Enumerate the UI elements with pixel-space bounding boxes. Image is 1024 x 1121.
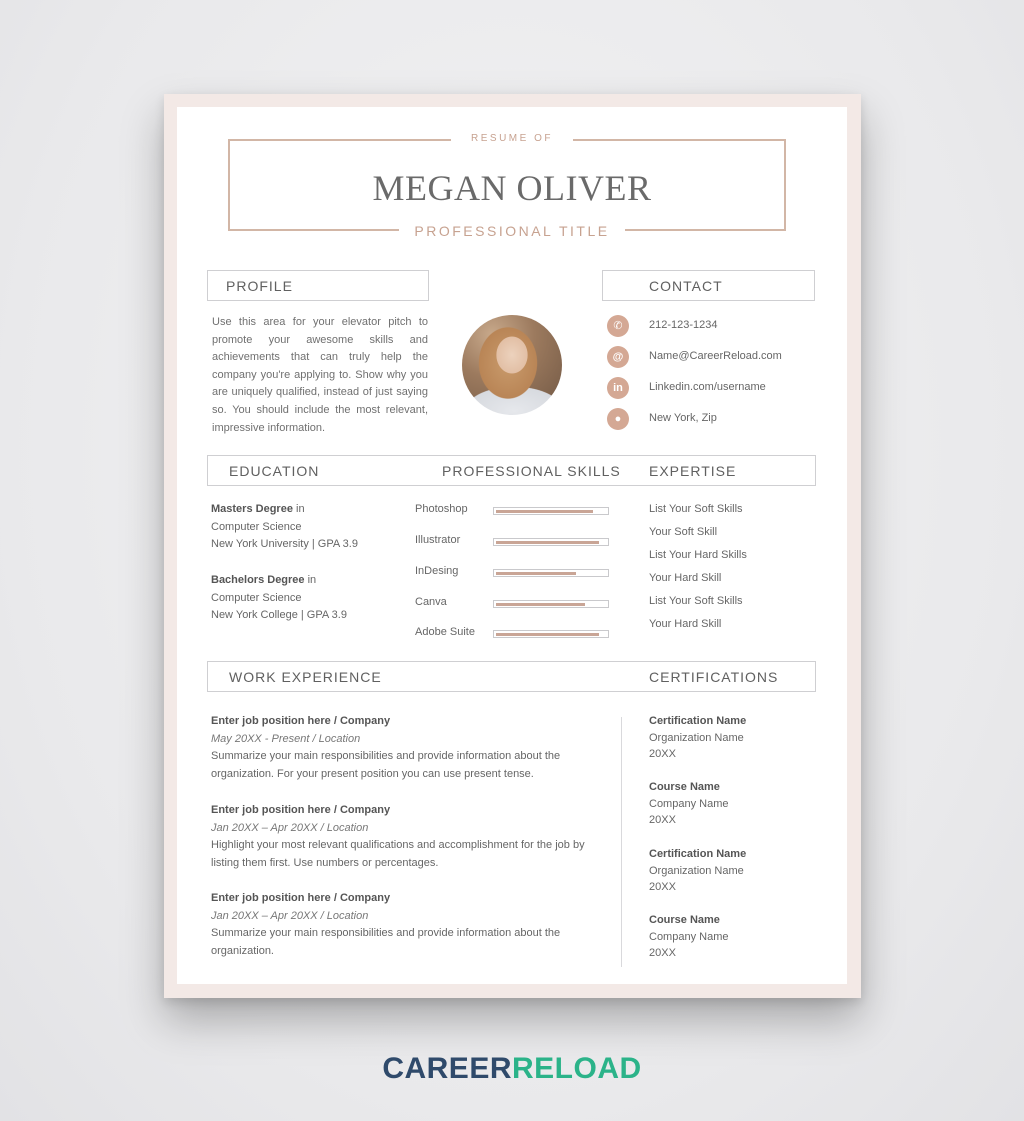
skill-name: Illustrator [415,534,461,546]
email-icon: @ [607,346,629,368]
logo-part-reload: RELOAD [512,1052,642,1085]
certification-year: 20XX [649,814,676,827]
job-description: Summarize your main responsibilities and provide information about the organization. For your present position you can use present tense. [211,750,561,780]
expertise-item: List Your Soft Skills [649,503,743,515]
work-heading: WORK EXPERIENCE [229,669,382,685]
candidate-name: MEGAN OLIVER [372,168,652,208]
contact-phone-text: 212-123-1234 [649,319,718,331]
skill-name: Adobe Suite [415,626,475,638]
skills-heading: PROFESSIONAL SKILLS [442,463,621,479]
skill-bar [493,630,609,638]
profile-text: Use this area for your elevator pitch to promote your awesome skills and achievements that can truly help the company you're applying to. Show why you are uniquely qualified, instead of just saying so. You should include the most relevant, impressive information. [212,316,428,434]
contact-heading: CONTACT [649,278,723,294]
contact-location-text: New York, Zip [649,412,717,424]
certification-name: Certification Name [649,715,747,727]
expertise-item: List Your Hard Skills [649,549,747,561]
skill-fill [496,572,576,575]
column-divider [621,717,622,967]
skill-fill [496,633,599,636]
job-dates: Jan 20XX – Apr 20XX / Location [211,909,369,922]
skill-fill [496,510,593,513]
expertise-item: Your Soft Skill [649,526,718,538]
certification-item [649,713,746,763]
certification-org: Organization Name [649,731,744,744]
certification-org: Company Name [649,930,729,943]
certification-item [649,779,728,829]
contact-email-text: Name@CareerReload.com [649,350,782,362]
certification-org: Company Name [649,797,729,810]
field: Computer Science [211,520,302,533]
certification-item [649,912,728,962]
job-entry [211,890,601,960]
expertise-item: Your Hard Skill [649,572,722,584]
education-item [211,501,358,554]
resume-page [177,107,847,984]
certification-year: 20XX [649,947,676,960]
profile-heading: PROFILE [226,278,293,294]
degree-in: in [304,574,317,586]
job-description: Summarize your main responsibilities and provide information about the organization. [211,927,561,957]
certifications-heading: CERTIFICATIONS [649,669,779,685]
certification-item [649,846,746,896]
skill-bar [493,538,609,546]
skill-name: InDesing [415,565,459,577]
skill-fill [496,603,585,606]
job-title: Enter job position here / Company [211,804,391,816]
skill-bar [493,569,609,577]
certification-name: Course Name [649,914,720,926]
location-icon: ● [607,408,629,430]
job-description: Highlight your most relevant qualifications and accomplishment for the job by listing them first. Use numbers or percentages. [211,839,585,869]
linkedin-icon: in [607,377,629,399]
certification-org: Organization Name [649,864,744,877]
job-entry [211,713,601,783]
skill-name: Canva [415,596,447,608]
resume-of-label: RESUME OF [451,133,573,144]
school: New York College | GPA 3.9 [211,609,347,622]
professional-title: PROFESSIONAL TITLE [399,223,625,239]
skill-bar [493,507,609,515]
job-title: Enter job position here / Company [211,715,391,727]
careerreload-logo [0,1052,1024,1086]
expertise-heading: EXPERTISE [649,463,737,479]
certification-name: Course Name [649,781,720,793]
phone-icon: ✆ [607,315,629,337]
profile-photo [462,315,562,415]
school: New York University | GPA 3.9 [211,538,358,551]
resume-sheet [164,94,861,998]
education-heading: EDUCATION [229,463,320,479]
job-dates: May 20XX - Present / Location [211,732,361,745]
job-dates: Jan 20XX – Apr 20XX / Location [211,821,369,834]
contact-linkedin-text: Linkedin.com/username [649,381,766,393]
certification-year: 20XX [649,881,676,894]
field: Computer Science [211,591,302,604]
certification-name: Certification Name [649,848,747,860]
degree: Bachelors Degree [211,574,305,586]
expertise-item: List Your Soft Skills [649,595,743,607]
job-title: Enter job position here / Company [211,892,391,904]
logo-part-career: CAREER [382,1052,512,1085]
skill-bar [493,600,609,608]
job-entry [211,802,601,872]
skill-name: Photoshop [415,503,468,515]
expertise-item: Your Hard Skill [649,618,722,630]
skill-fill [496,541,599,544]
degree: Masters Degree [211,503,293,515]
education-item [211,572,347,625]
certification-year: 20XX [649,748,676,761]
degree-in: in [292,503,305,515]
